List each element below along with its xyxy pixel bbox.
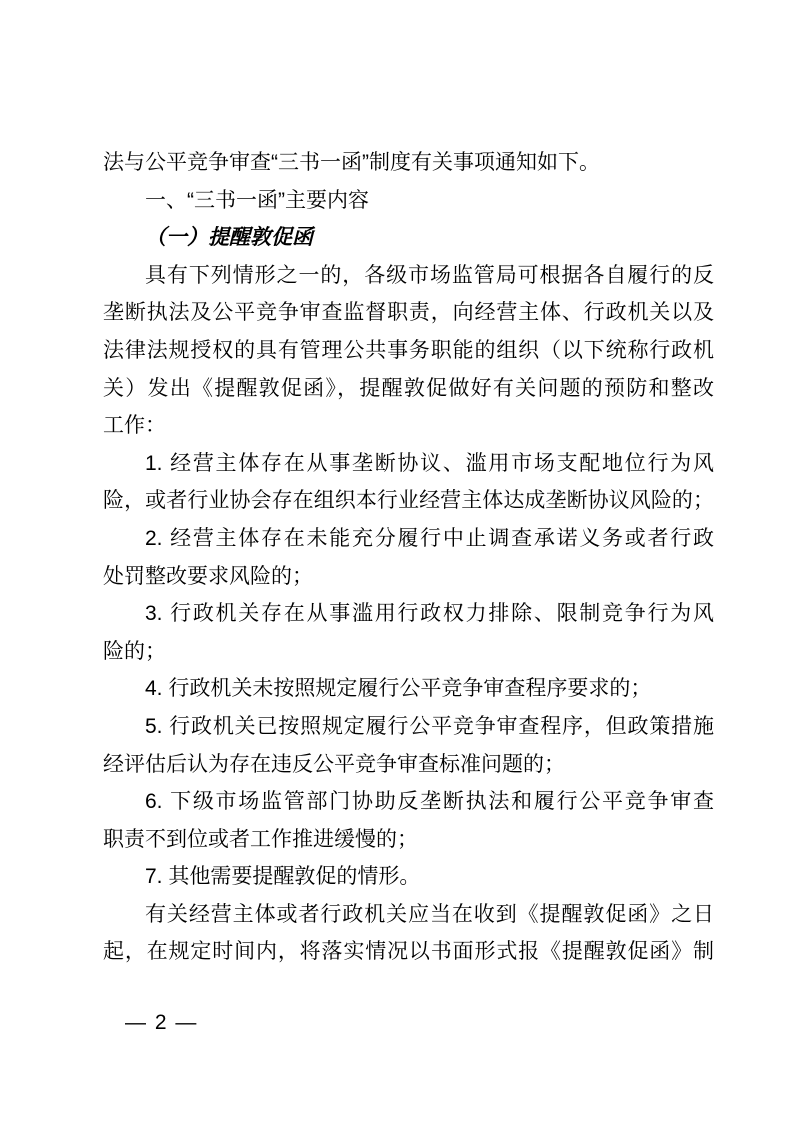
text-line: 职责不到位或者工作推进缓慢的； [103,827,418,851]
page-number: — 2 — [125,1011,197,1034]
text-line: 关）发出《提醒敦促函》，提醒敦促做好有关问题的预防和整改 [103,376,714,400]
text-line: 法律法规授权的具有管理公共事务职能的组织（以下统称行政机 [103,338,714,362]
list-item-4 [103,670,714,708]
text-line: 1. 经营主体存在从事垄断协议、滥用市场支配地位行为风 [145,451,714,475]
text-line: 3. 行政机关存在从事滥用行政权力排除、限制竞争行为风 [145,602,714,626]
list-item-5 [103,708,714,783]
intro-paragraph [103,257,714,445]
text-line: 具有下列情形之一的，各级市场监管局可根据各自履行的反 [145,263,714,287]
list-item-2 [103,520,714,595]
text-line: 处罚整改要求风险的； [103,564,313,588]
text-line: 垄断执法及公平竞争审查监督职责，向经营主体、行政机关以及 [103,301,714,325]
text-line: 2. 经营主体存在未能充分履行中止调查承诺义务或者行政 [145,526,714,550]
text-line: 有关经营主体或者行政机关应当在收到《提醒敦促函》之日 [145,902,714,926]
list-item-3 [103,595,714,670]
closing-paragraph [103,896,714,971]
text-line: 经评估后认为存在违反公平竞争审查标准问题的； [103,752,565,776]
list-item-1 [103,445,714,520]
heading1-text: 一、“三书一函”主要内容 [145,188,369,212]
heading2-text: （一）提醒敦促函 [145,225,313,250]
continuation-paragraph [103,144,714,182]
heading-level2 [103,219,714,257]
text-line: 5. 行政机关已按照规定履行公平竞争审查程序，但政策措施 [145,714,714,738]
heading-level1 [103,182,714,220]
text-line: 工作： [103,414,166,438]
text-line: 法与公平竞争审查“三书一函”制度有关事项通知如下。 [103,151,600,174]
list-item-6 [103,783,714,858]
list-item-7 [103,858,714,896]
text-line: 险，或者行业协会存在组织本行业经营主体达成垄断协议风险的； [103,489,714,513]
text-line: 4. 行政机关未按照规定履行公平竞争审查程序要求的； [145,677,652,701]
text-line: 险的； [103,639,166,663]
document-body [103,144,714,971]
text-line: 7. 其他需要提醒敦促的情形。 [145,865,421,889]
text-line: 6. 下级市场监管部门协助反垄断执法和履行公平竞争审查 [145,790,714,814]
text-line: 起，在规定时间内，将落实情况以书面形式报《提醒敦促函》制 [103,940,714,964]
